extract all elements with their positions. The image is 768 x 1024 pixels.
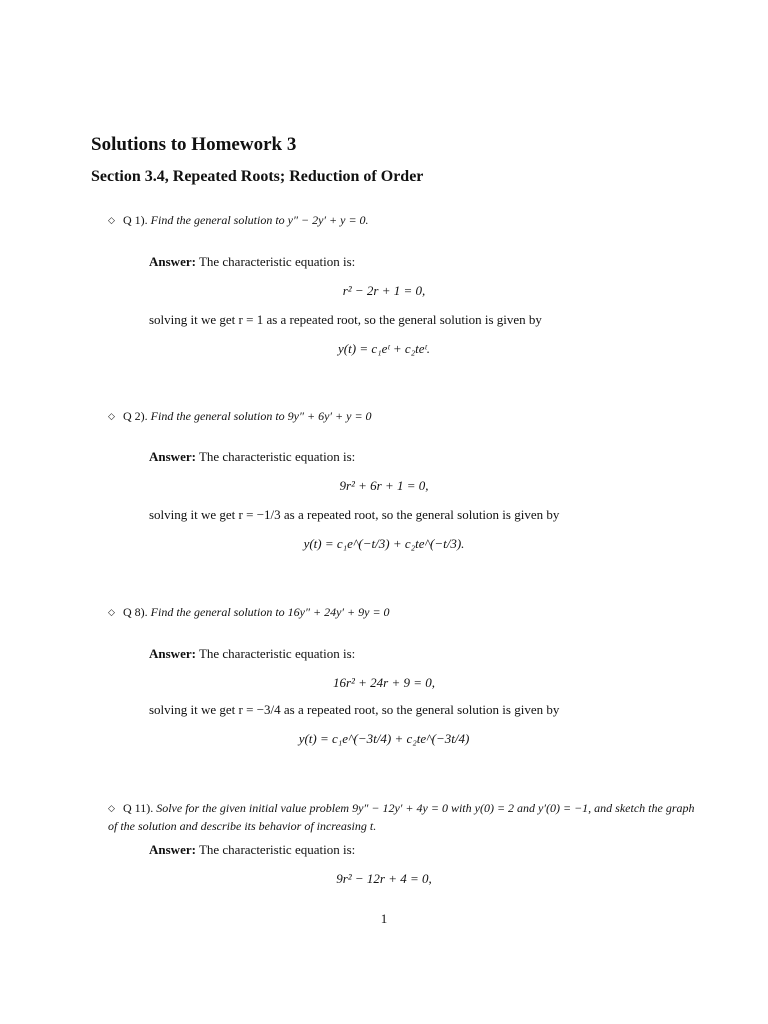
characteristic-equation-1: r² − 2r + 1 = 0,	[342, 283, 426, 298]
diamond-bullet-icon: ◇	[108, 411, 115, 421]
question-prompt: Find the general solution to y″ − 2y′ + y = 0.	[150, 213, 369, 227]
answer-intro-8	[149, 646, 669, 662]
page-title: Solutions to Homework 3	[91, 134, 297, 155]
page-number: 1	[380, 911, 388, 926]
section-heading: Section 3.4, Repeated Roots; Reduction of Order	[91, 168, 424, 185]
characteristic-equation-2: 9r² + 6r + 1 = 0,	[339, 478, 429, 493]
characteristic-equation-11: 9r² − 12r + 4 = 0,	[336, 871, 432, 886]
answer-intro-text: The characteristic equation is:	[198, 449, 356, 464]
question-prompt: Find the general solution to 9y″ + 6y′ + y = 0	[150, 409, 372, 423]
answer-label: Answer:	[149, 449, 196, 464]
answer-intro-text: The characteristic equation is:	[198, 842, 356, 857]
diamond-bullet-icon: ◇	[108, 607, 115, 617]
question-label: Q 2).	[123, 409, 148, 423]
general-solution-1: y(t) = c₁eᵗ + c₂teᵗ.	[338, 341, 430, 356]
general-solution-8: y(t) = c₁e^(−3t/4) + c₂te^(−3t/4)	[298, 731, 470, 746]
diamond-bullet-icon: ◇	[108, 215, 115, 225]
question-1	[108, 211, 688, 229]
solving-text-2: solving it we get r = −1/3 as a repeated root, so the general solution is given by	[149, 507, 560, 522]
solving-text-1: solving it we get r = 1 as a repeated root, so the general solution is given by	[149, 312, 542, 327]
solving-text-8: solving it we get r = −3/4 as a repeated root, so the general solution is given by	[149, 702, 560, 717]
question-label: Q 1).	[123, 213, 148, 227]
answer-intro-11	[149, 842, 669, 858]
answer-intro-1	[149, 254, 669, 270]
answer-intro-text: The characteristic equation is:	[198, 646, 356, 661]
question-label: Q 8).	[123, 605, 148, 619]
question-prompt: Solve for the given initial value problem 9y″ − 12y′ + 4y = 0 with y(0) = 2 and y′(0) = −1, and sketch the graph of the solution and describe its behavior of increasing t.	[108, 801, 695, 833]
question-prompt: Find the general solution to 16y″ + 24y′ + 9y = 0	[150, 605, 390, 619]
answer-label: Answer:	[149, 254, 196, 269]
answer-label: Answer:	[149, 646, 196, 661]
general-solution-2: y(t) = c₁e^(−t/3) + c₂te^(−t/3).	[303, 536, 465, 551]
answer-label: Answer:	[149, 842, 196, 857]
diamond-bullet-icon: ◇	[108, 803, 115, 813]
question-11	[108, 799, 698, 835]
answer-intro-2	[149, 449, 669, 465]
question-label: Q 11).	[123, 801, 154, 815]
question-2	[108, 407, 688, 425]
characteristic-equation-8: 16r² + 24r + 9 = 0,	[332, 675, 436, 690]
answer-intro-text: The characteristic equation is:	[198, 254, 356, 269]
question-8	[108, 603, 688, 621]
